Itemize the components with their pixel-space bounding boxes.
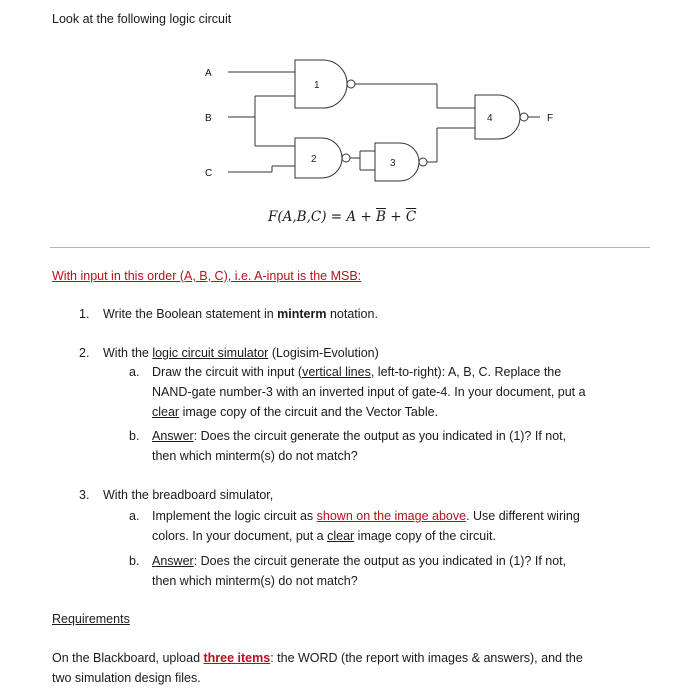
- gate-1-bubble: [347, 80, 355, 88]
- q3-text: With the breadboard simulator,: [103, 488, 274, 502]
- q3a-line2: [152, 528, 496, 545]
- gate-label-4: 4: [487, 113, 493, 124]
- gate-4-bubble: [520, 113, 528, 121]
- q3b-l1-link: Answer: [152, 554, 194, 568]
- q2a-l1-link: vertical lines: [302, 365, 371, 379]
- requirements-heading: Requirements: [52, 612, 130, 626]
- gate-3-body: [375, 143, 419, 181]
- q2a-line1: [152, 364, 561, 381]
- q2-number: 2.: [79, 346, 90, 360]
- q2-pre: With the: [103, 346, 153, 360]
- q1-text: [103, 306, 378, 323]
- gate-label-1: 1: [314, 80, 320, 91]
- q3a-letter: a.: [129, 509, 140, 523]
- gate-label-2: 2: [311, 154, 317, 165]
- divider: [50, 247, 650, 248]
- q1-bold: minterm: [277, 307, 327, 321]
- requirements-line2: two simulation design files.: [52, 671, 201, 685]
- q2-post: (Logisim-Evolution): [268, 346, 379, 360]
- function-formula: [268, 209, 416, 225]
- req-l1-pre: On the Blackboard, upload: [52, 651, 204, 665]
- q2a-line2: NAND-gate number-3 with an inverted input of gate-4. In your document, put a: [152, 385, 586, 399]
- q3a-l1-red: shown on the image above: [316, 509, 467, 523]
- gate-2-body: [295, 138, 342, 178]
- q3a-l1-pre: Implement the logic circuit as: [152, 509, 317, 523]
- q3a-l2-post: image copy of the circuit.: [354, 529, 496, 543]
- q1-post: notation.: [326, 307, 378, 321]
- formula-plus: +: [385, 209, 406, 225]
- req-l1-post: : the WORD (the report with images & answers), and the: [270, 651, 583, 665]
- q3a-l2-pre: colors. In your document, put a: [152, 529, 328, 543]
- q2b-line1: [152, 428, 566, 445]
- q2b-letter: b.: [129, 429, 140, 443]
- input-label-c: C: [205, 168, 213, 179]
- q3b-line1: [152, 553, 566, 570]
- q3b-letter: b.: [129, 554, 140, 568]
- q1-pre: Write the Boolean statement in: [103, 307, 278, 321]
- q2a-letter: a.: [129, 365, 140, 379]
- formula-b-bar: $\overline{B}$: [376, 209, 386, 225]
- q2a-l3-post: image copy of the circuit and the Vector Table.: [179, 405, 439, 419]
- gate-label-3: 3: [390, 158, 396, 169]
- q3a-line1: [152, 508, 580, 525]
- q2b-l1-link: Answer: [152, 429, 194, 443]
- gate-1-body: [295, 60, 347, 108]
- requirements-line1: [52, 650, 583, 667]
- req-l1-red: three items: [203, 651, 271, 665]
- q2a-l1-pre: Draw the circuit with input (: [152, 365, 303, 379]
- input-label-b: B: [205, 113, 212, 124]
- q2a-line3: [152, 404, 438, 421]
- section-heading: With input in this order (A, B, C), i.e. A-input is the MSB:: [52, 269, 362, 283]
- q2a-l1-post: , left-to-right): A, B, C. Replace the: [370, 365, 562, 379]
- output-label-f: F: [547, 113, 554, 124]
- q2a-l3-link: clear: [152, 405, 180, 419]
- gate-2-bubble: [342, 154, 350, 162]
- q3b-line2: then which minterm(s) do not match?: [152, 574, 358, 588]
- q1-number: 1.: [79, 307, 90, 321]
- q3b-l1-post: : Does the circuit generate the output as you indicated in (1)? If not,: [193, 554, 567, 568]
- q2-link: logic circuit simulator: [152, 346, 269, 360]
- q2b-line2: then which minterm(s) do not match?: [152, 449, 358, 463]
- q2-text: [103, 345, 379, 362]
- q2b-l1-post: : Does the circuit generate the output as you indicated in (1)? If not,: [193, 429, 567, 443]
- q3-number: 3.: [79, 488, 90, 502]
- formula-c-bar: $\overline{C}$: [405, 209, 417, 225]
- gate-3-bubble: [419, 158, 427, 166]
- formula-lhs: F(A,B,C) = A +: [268, 209, 377, 225]
- input-label-a: A: [205, 68, 212, 79]
- q3a-l2-link: clear: [327, 529, 355, 543]
- intro-text: Look at the following logic circuit: [52, 12, 232, 26]
- gate-4-body: [475, 95, 520, 139]
- q3a-l1-post: . Use different wiring: [466, 509, 580, 523]
